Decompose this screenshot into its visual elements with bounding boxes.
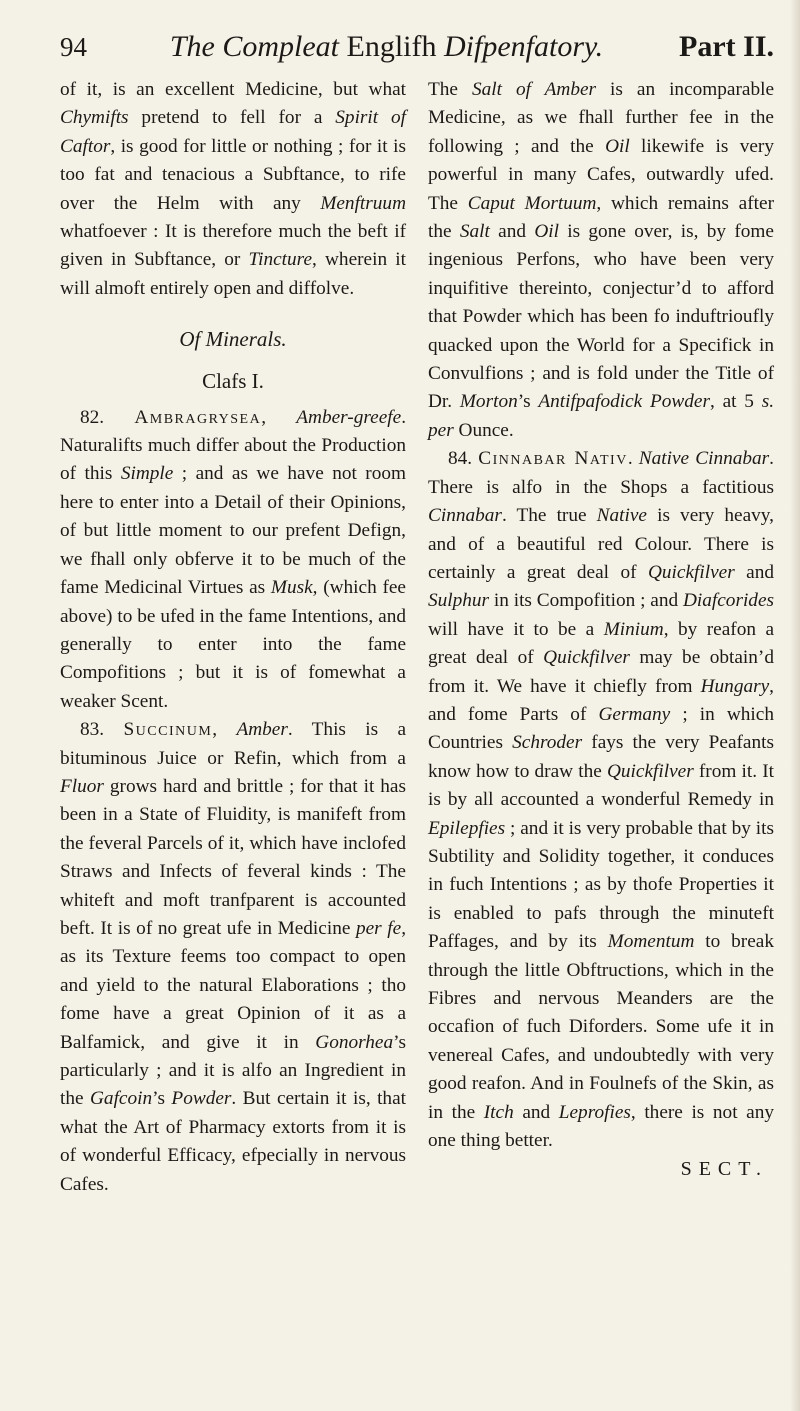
text-run: and bbox=[489, 221, 535, 243]
italic-run: Morton bbox=[459, 391, 518, 413]
italic-run: Salt bbox=[459, 221, 490, 243]
left-column bbox=[60, 76, 406, 1199]
italic-run: Quickfilver bbox=[543, 647, 630, 669]
text-run: whatfoever : It is therefore much the beft if given in Subftance, or bbox=[60, 221, 406, 271]
italic-run: Gonorhea bbox=[315, 1031, 394, 1053]
text-run: to break through the little Obftructions, which in the Fibres and nervous Meanders are the occafion of fuch Diforders. Some ufe it in venereal Cafes, and undoubtedly with very good reafon. And in Foulnefs of the Skin, as in the bbox=[428, 931, 774, 1123]
text-run: in its Compofition ; and bbox=[489, 590, 683, 612]
text-run: is an incomparable Medicine, as we fhall further fee in the following ; and the bbox=[428, 79, 775, 157]
italic-run: Native bbox=[596, 505, 647, 527]
paragraph-castor-continued bbox=[60, 76, 406, 303]
page-edge-shadow bbox=[790, 0, 800, 1411]
italic-run: Powder bbox=[171, 1088, 232, 1110]
text-run: ; in which Countries bbox=[428, 703, 774, 754]
italic-run: Musk bbox=[270, 577, 313, 599]
italic-run: Oil bbox=[534, 221, 559, 243]
paragraph-salt-of-amber bbox=[428, 76, 774, 445]
text-run: , by reafon a great deal of bbox=[428, 618, 774, 669]
text-columns bbox=[60, 76, 774, 1199]
italic-run: Cinnabar bbox=[428, 505, 502, 527]
italic-run: Native Cinnabar bbox=[638, 448, 770, 470]
text-run: ; and it is very probable that by its Subtility and Solidity together, it conduces in fuch Intentions ; as by thofe Properties it is enabled to pafs through the minuteft Paffages, and by its bbox=[428, 817, 774, 953]
italic-run: Quickfilver bbox=[647, 561, 735, 583]
text-run: 82. bbox=[80, 406, 135, 428]
italic-run: Germany bbox=[598, 703, 671, 725]
part-label: Part II. bbox=[679, 30, 774, 63]
text-run: , at 5 bbox=[710, 391, 762, 413]
italic-run: Amber-greefe bbox=[296, 406, 402, 428]
text-run: from it. It is by all accounted a wonderful Remedy in bbox=[428, 760, 774, 811]
italic-run: Gafcoin bbox=[90, 1088, 153, 1110]
text-run: , bbox=[212, 719, 237, 741]
text-run: Ounce. bbox=[453, 419, 514, 441]
text-run: grows hard and brittle ; for that it has been in a State of Fluidity, is manifeft from the feveral Parcels of it, which have inclofed Straws and Infects of feveral kinds : The whiteft and moft tranfparent is accounted beft. It is of no great ufe in Medicine bbox=[60, 775, 406, 939]
right-column bbox=[428, 76, 774, 1199]
italic-run: Fluor bbox=[60, 775, 104, 797]
italic-run: Menftruum bbox=[320, 192, 406, 214]
running-title bbox=[94, 18, 679, 76]
italic-run: Diafcorides bbox=[682, 590, 775, 612]
italic-run: s. per bbox=[428, 391, 775, 441]
text-run: of it, is an excellent Medicine, but what bbox=[60, 79, 406, 100]
text-run: The bbox=[428, 79, 472, 100]
entry-84-cinnabar bbox=[428, 445, 774, 1155]
class-heading: Clafs I. bbox=[202, 369, 264, 394]
text-run: . But certain it is, that what the Art of Pharmacy extorts from it is of wonderful Efficacy, efpecially in nervous Cafes. bbox=[60, 1088, 406, 1195]
title-roman-part: Englifh bbox=[346, 30, 437, 63]
italic-run: Sulphur bbox=[428, 590, 490, 612]
text-run: 83. bbox=[80, 719, 124, 741]
text-run: , bbox=[261, 406, 297, 428]
italic-run: per fe bbox=[355, 917, 402, 939]
text-run: and bbox=[734, 561, 774, 583]
text-run: ’s particularly ; and it is alfo an Ingredient in the bbox=[60, 1031, 406, 1110]
section-heading-minerals: Of Minerals. bbox=[179, 327, 287, 352]
text-run: pretend to fell for a bbox=[128, 107, 336, 129]
italic-run: Spirit of Caftor bbox=[60, 107, 406, 157]
text-run: ; and as we have not room here to enter into a Detail of their Opinions, of but little moment to our prefent Defign, we fhall only obferve it to be much of the fame Medicinal Virtues as bbox=[60, 463, 407, 599]
small-caps-run: Ambragrysea bbox=[134, 406, 262, 428]
text-run: . This is a bituminous Juice or Refin, which from a bbox=[60, 719, 407, 769]
text-run: likewife is very powerful in many Cafes, outwardly ufed. The bbox=[428, 135, 774, 214]
entry-82-ambergris bbox=[60, 404, 406, 716]
italic-run: Tincture bbox=[248, 249, 313, 271]
text-run: is very heavy, and of a beautiful red Colour. There is certainly a great deal of bbox=[428, 505, 775, 583]
text-run: . The true bbox=[501, 505, 597, 527]
text-run: . Naturalifts much differ about the Production of this bbox=[60, 406, 407, 485]
text-run: may be obtain’d from it. We have it chiefly from bbox=[428, 647, 774, 697]
italic-run: Chymifts bbox=[60, 107, 129, 129]
title-italic-part-2: Difpenfatory. bbox=[444, 30, 604, 63]
text-run: , as its Texture feems too compact to open and yield to the natural Elaborations ; tho fome have a great Opinion of it as a Balfamick, and give it in bbox=[60, 917, 407, 1053]
text-run: . There is alfo in the Shops a factitious bbox=[428, 448, 774, 498]
italic-run: Leprofies bbox=[558, 1101, 631, 1123]
text-run: will have it to be a bbox=[428, 618, 604, 640]
text-run: fays the very Peafants know how to draw the bbox=[428, 732, 774, 782]
text-run: is gone over, is, by fome ingenious Perfons, who have been very inquifitive thereinto, conjectur’d to afford that Powder which has been fo induftrioufly quacked upon the World for a Specifick in Convulfions ; and is fold under the Title of Dr. bbox=[428, 221, 774, 413]
text-run: , is good for little or nothing ; for it is too fat and tenacious a Subftance, to rife over the Helm with any bbox=[60, 135, 406, 214]
italic-run: Schroder bbox=[512, 732, 583, 754]
title-italic-part-1: The Compleat bbox=[169, 30, 340, 63]
italic-run: Caput Mortuum bbox=[467, 192, 597, 214]
running-header bbox=[60, 18, 774, 76]
text-run: ’s bbox=[152, 1088, 172, 1110]
italic-run: Minium bbox=[603, 618, 664, 640]
text-run: , there is not any one thing better. bbox=[428, 1101, 774, 1152]
page-number: 94 bbox=[60, 32, 87, 62]
text-run: , which remains after the bbox=[428, 192, 774, 243]
small-caps-run: Cinnabar Nativ bbox=[478, 448, 628, 470]
catchword: SECT. bbox=[680, 1158, 768, 1181]
italic-run: Simple bbox=[120, 463, 174, 485]
entry-83-amber bbox=[60, 716, 406, 1199]
text-run: , wherein it will almoft entirely open and diffolve. bbox=[60, 249, 406, 299]
italic-run: Quickfilver bbox=[606, 760, 694, 782]
italic-run: Salt of Amber bbox=[471, 79, 597, 100]
italic-run: Itch bbox=[483, 1101, 514, 1123]
text-run: 84. bbox=[448, 448, 479, 470]
text-run: . bbox=[627, 448, 639, 470]
italic-run: Antifpafodick Powder bbox=[538, 391, 710, 413]
italic-run: Hungary bbox=[700, 675, 770, 697]
italic-run: Amber bbox=[236, 719, 288, 741]
text-run: and bbox=[513, 1101, 559, 1123]
italic-run: Oil bbox=[605, 135, 630, 157]
text-run: , and fome Parts of bbox=[428, 675, 774, 725]
text-run: , (which fee above) to be ufed in the fame Intentions, and generally to enter into the fame Compofitions ; but it is of fomewhat a weaker Scent. bbox=[60, 577, 406, 712]
small-caps-run: Succinum bbox=[123, 719, 213, 741]
italic-run: Momentum bbox=[607, 931, 695, 953]
text-run: ’s bbox=[517, 391, 539, 413]
italic-run: Epilepfies bbox=[428, 817, 506, 839]
